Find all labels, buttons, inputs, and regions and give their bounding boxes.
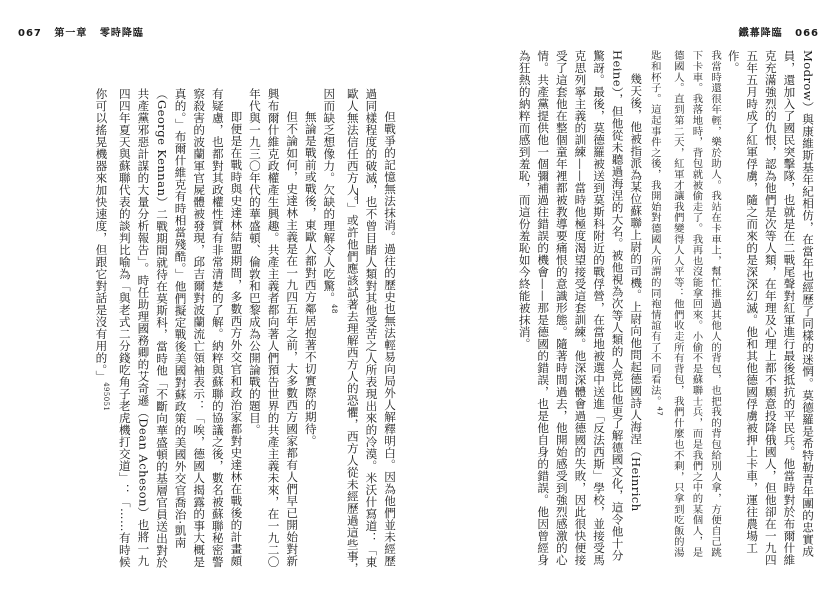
paragraph: 無論是戰前或戰後，東歐人都對西方鄰居抱著不切實際的期待。 [303, 111, 318, 448]
left-page-header [18, 24, 152, 39]
footnote-marker: 51 [102, 401, 111, 412]
chapter-label: 第一章 [54, 28, 88, 39]
left-page-number: 067 [18, 28, 42, 39]
footnote-marker: 49 [102, 382, 111, 392]
footnote-marker: 48 [330, 304, 339, 314]
footnote-marker: 47 [655, 406, 664, 417]
paragraph: Modrow）與康維斯基年紀相仿，在當年也經歷了同樣的迷惘。莫德羅是希特勒青年團的忠實成員，還加入了國民突擊隊，也就是在二戰尾聲對紅軍進行最後抵抗的平民兵。他當時對於布爾什維克充滿強烈的仇恨，認為他們是次等人類，在年理及心理上都不願意投降俄國人，但他卻在一九四五年五月時成了紅軍俘虜，隨之而來的是深深幻滅。他和其他德國俘虜被押上卡車，運往農場工作。 [726, 50, 815, 566]
paragraph: 即便是在戰時與史達林結盟期間，多數西方外交官和政治家都對史達林在戰後的計畫頗有疑慮，也都對其政權性質有非常清楚的了解。納粹與蘇聯的協議之後，數名被蘇聯秘密警察殺害的波蘭軍官屍體被發現，邱吉爾對波蘭流亡領袖表示：「唉，德國人揭露的事大概是真的。」布爾什維克有時相當殘酷。」他們擬定戰後美國對蘇政策的美國外交官喬治·凱南（George Kennan）二戰期間就待在莫斯科，當時他「不斷向華盛頓的基層官員送出對於共產黨邪惡計謀的大量分析報告」。時任助理國務卿的艾奇遜（Dean Acheson）也將一九四四年夏天與蘇聯代表的談判比喻為「與老式二分錢吃角子老虎機打交道」：「……有時候你可以搖晃機器來加快速度，但跟它對話是沒有用的。」$^{495051}$ [94, 88, 244, 569]
paragraph: 但戰爭的記憶無法抹消。過往的歷史也無法輕易向局外人解釋明白。因為他們並未經歷過同樣程度的破滅，也不曾目睹人類對其他受苦之人所表現出來的冷漠。米沃什寫道：「東歐人無法信任西方人。」或許他們應該試著去理解西方人的恐懼，西方人從未經歷過這些事，因而缺乏想像力。欠缺的理解令人吃驚。$^{48}$ [322, 88, 397, 575]
right-page-number: 066 [795, 28, 819, 39]
block-quote [645, 50, 724, 568]
quote-text: 我當時還很年輕，樂於助人。我站在卡車上，幫忙推過其他人的背包，也把我的背包給別人拿，方便自己跳下卡車。我落地時，背包就被偷走了。我再也沒能拿回來。小偷不是蘇聯士兵，而是我們之中的某個人，是德國人。直到第二天，紅軍才讓我們變得人人平等：他們收走所有背包，我們什麼也不剩，只拿到吃飯的湯匙和杯子。這起事件之後，我開始對德國人所謂的同袍情誼有了不同看法。$^{47}$ [648, 50, 722, 558]
book-title: 鐵幕降臨 [738, 28, 783, 39]
right-page-header [731, 24, 819, 39]
right-page-body [472, 50, 817, 568]
paragraph: 但不論如何，史達林主義是在一九四五年之前，大多數西方國家都有人們早已開始對新興布爾什維克政權產生興趣。共產主義者都向著人們預告世界的共產主義未來，在一九二〇年代與一九三〇年代的華盛頓、倫敦和巴黎成為公開論戰的題目。 [247, 88, 300, 568]
paragraph: 幾天後，他被指派為某位蘇聯上尉的司機。上尉向他問起德國詩人海涅（Heinrich Heine），但他從未聽過海涅的大名。被他視為次等人類的人竟比他更了解德國文化，這令他十分驚訝。最後，莫德羅被送到莫斯科附近的戰俘營，在當地被選中送進「反法西斯」學校，並接受馬克思列寧主義的訓練——當時他極度渴望接受這套訓練。他深深體會過德國的失敗，因此很快便接受了這套他在整個童年裡都被教導要痛恨的意識形態。隨著時間過去，他開始感受到強烈感激的心情。共產黨提供他一個彌補過往錯誤的機會——那是德國的錯誤，也是他自身的錯誤。他因曾經身為狂熱的納粹而感到羞恥，而這份羞恥如今終能被抹消。 [517, 50, 644, 566]
left-page-body [22, 88, 399, 578]
chapter-title: 零時降臨 [99, 28, 144, 39]
footnote-marker: 50 [102, 391, 111, 402]
